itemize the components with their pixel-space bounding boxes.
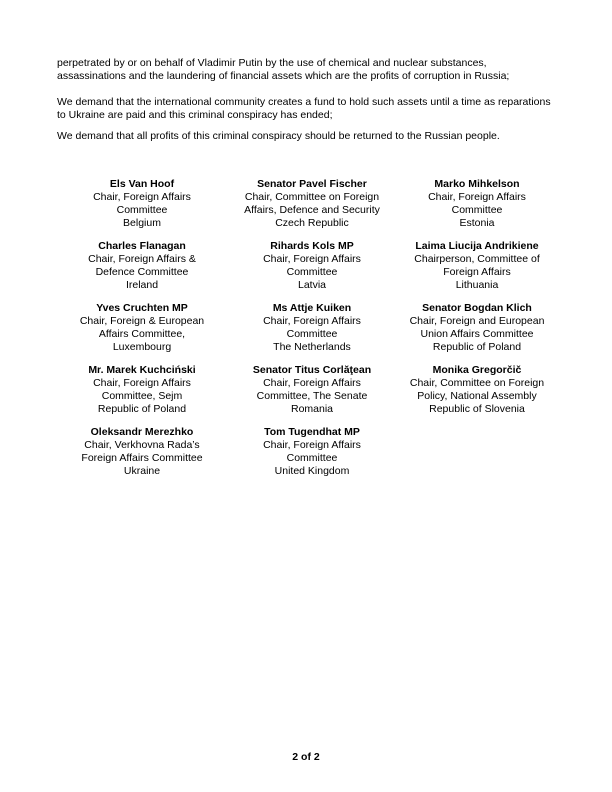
- signatory-title-line: Chair, Verkhovna Rada’s: [84, 439, 200, 451]
- signatory-title-line: Chair, Foreign Affairs: [263, 253, 361, 265]
- signatory-title-line: Policy, National Assembly: [417, 390, 537, 402]
- paragraph-closing-clause: perpetrated by or on behalf of Vladimir Putin by the use of chemical and nuclear substances, assassinations and the laundering of financial assets which are the profits of corruption in Russia;: [57, 57, 510, 82]
- signatory-title-line: Chair, Committee on Foreign: [409, 377, 545, 389]
- signatory-title-line: Chair, Foreign & European: [79, 315, 205, 327]
- signatory-name: Oleksandr Merezhko: [90, 426, 194, 438]
- signatory-name: Marko Mihkelson: [434, 178, 520, 190]
- signatory-title-line: Chair, Foreign Affairs: [93, 191, 191, 203]
- signatory: [57, 302, 227, 354]
- signatory-title-line: Committee: [286, 452, 338, 464]
- signatory-title-line: Chair, Foreign Affairs &: [88, 253, 196, 265]
- signatory-title-line: Committee: [116, 204, 168, 216]
- signatory-title-line: Chair, Foreign Affairs: [263, 315, 361, 327]
- signatory-title-line: Foreign Affairs Committee: [81, 452, 203, 464]
- signatory-title-line: Affairs Committee,: [98, 328, 186, 340]
- signatory-country: Republic of Poland: [432, 341, 522, 353]
- signatory-title-line: Committee: [286, 266, 338, 278]
- signatory-title-line: Chair, Foreign and European: [409, 315, 545, 327]
- signatory: [227, 302, 397, 354]
- signatory: [397, 178, 557, 230]
- signatory: [57, 178, 227, 230]
- signatory-country: Republic of Slovenia: [429, 403, 525, 415]
- signatory-title-line: Chairperson, Committee of: [414, 253, 540, 265]
- signatory-title-line: Chair, Foreign Affairs: [263, 377, 361, 389]
- signatory-country: Czech Republic: [275, 217, 349, 229]
- signatory-name: Laima Liucija Andrikiene: [415, 240, 539, 252]
- signatory-name: Mr. Marek Kuchciński: [88, 364, 196, 376]
- signatory: [397, 364, 557, 416]
- signatory: [227, 364, 397, 416]
- signatory-name: Els Van Hoof: [109, 178, 175, 190]
- page-number: 2 of 2: [292, 751, 320, 763]
- signatory-title-line: Chair, Foreign Affairs: [93, 377, 191, 389]
- signatory-country: United Kingdom: [274, 465, 350, 477]
- signatory-title-line: Committee: [286, 328, 338, 340]
- signatory-title-line: Chair, Foreign Affairs: [263, 439, 361, 451]
- signatory-country: Ireland: [125, 279, 159, 291]
- signatory: [57, 240, 227, 292]
- signatory-title-line: Foreign Affairs: [443, 266, 511, 278]
- signatories-grid: [57, 178, 557, 478]
- signatory-title-line: Affairs, Defence and Security: [244, 204, 380, 216]
- signatory-name: Ms Attje Kuiken: [272, 302, 352, 314]
- signatory-name: Monika Gregorčič: [432, 364, 522, 376]
- signatory-title-line: Defence Committee: [95, 266, 189, 278]
- signatory-country: Belgium: [123, 217, 161, 229]
- signatory-country: The Netherlands: [273, 341, 351, 353]
- signatory-title-line: Committee, The Senate: [256, 390, 368, 402]
- signatory-title-line: Union Affairs Committee: [420, 328, 534, 340]
- signatory: [57, 364, 227, 416]
- signatory-title-line: Chair, Committee on Foreign: [244, 191, 380, 203]
- signatory: [227, 240, 397, 292]
- signatory-country: Republic of Poland: [97, 403, 187, 415]
- signatory-country: Estonia: [459, 217, 495, 229]
- signatory: [397, 302, 557, 354]
- signatory-name: Senator Pavel Fischer: [257, 178, 367, 190]
- signatory-name: Tom Tugendhat MP: [264, 426, 360, 438]
- paragraph-fund-demand: We demand that the international community creates a fund to hold such assets until a time as reparations to Ukraine are paid and this criminal conspiracy has ended;: [57, 96, 551, 121]
- signatory-country: Lithuania: [455, 279, 499, 291]
- paragraph-profits-demand: We demand that all profits of this criminal conspiracy should be returned to the Russian people.: [57, 130, 500, 142]
- signatory-name: Rihards Kols MP: [270, 240, 354, 252]
- signatory-title-line: Chair, Foreign Affairs: [428, 191, 526, 203]
- signatory-name: Charles Flanagan: [98, 240, 186, 252]
- signatory-country: Romania: [290, 403, 334, 415]
- signatory-name: Yves Cruchten MP: [96, 302, 188, 314]
- signatory-country: Ukraine: [123, 465, 161, 477]
- signatory: [227, 178, 397, 230]
- signatory: [397, 240, 557, 292]
- signatory-country: Luxembourg: [112, 341, 172, 353]
- signatory-country: Latvia: [297, 279, 327, 291]
- signatory-title-line: Committee: [451, 204, 503, 216]
- signatory: [57, 426, 227, 478]
- signatory-name: Senator Titus Corlăţean: [252, 364, 372, 376]
- signatory-name: Senator Bogdan Klich: [422, 302, 532, 314]
- signatory-title-line: Committee, Sejm: [101, 390, 183, 402]
- signatory: [227, 426, 397, 478]
